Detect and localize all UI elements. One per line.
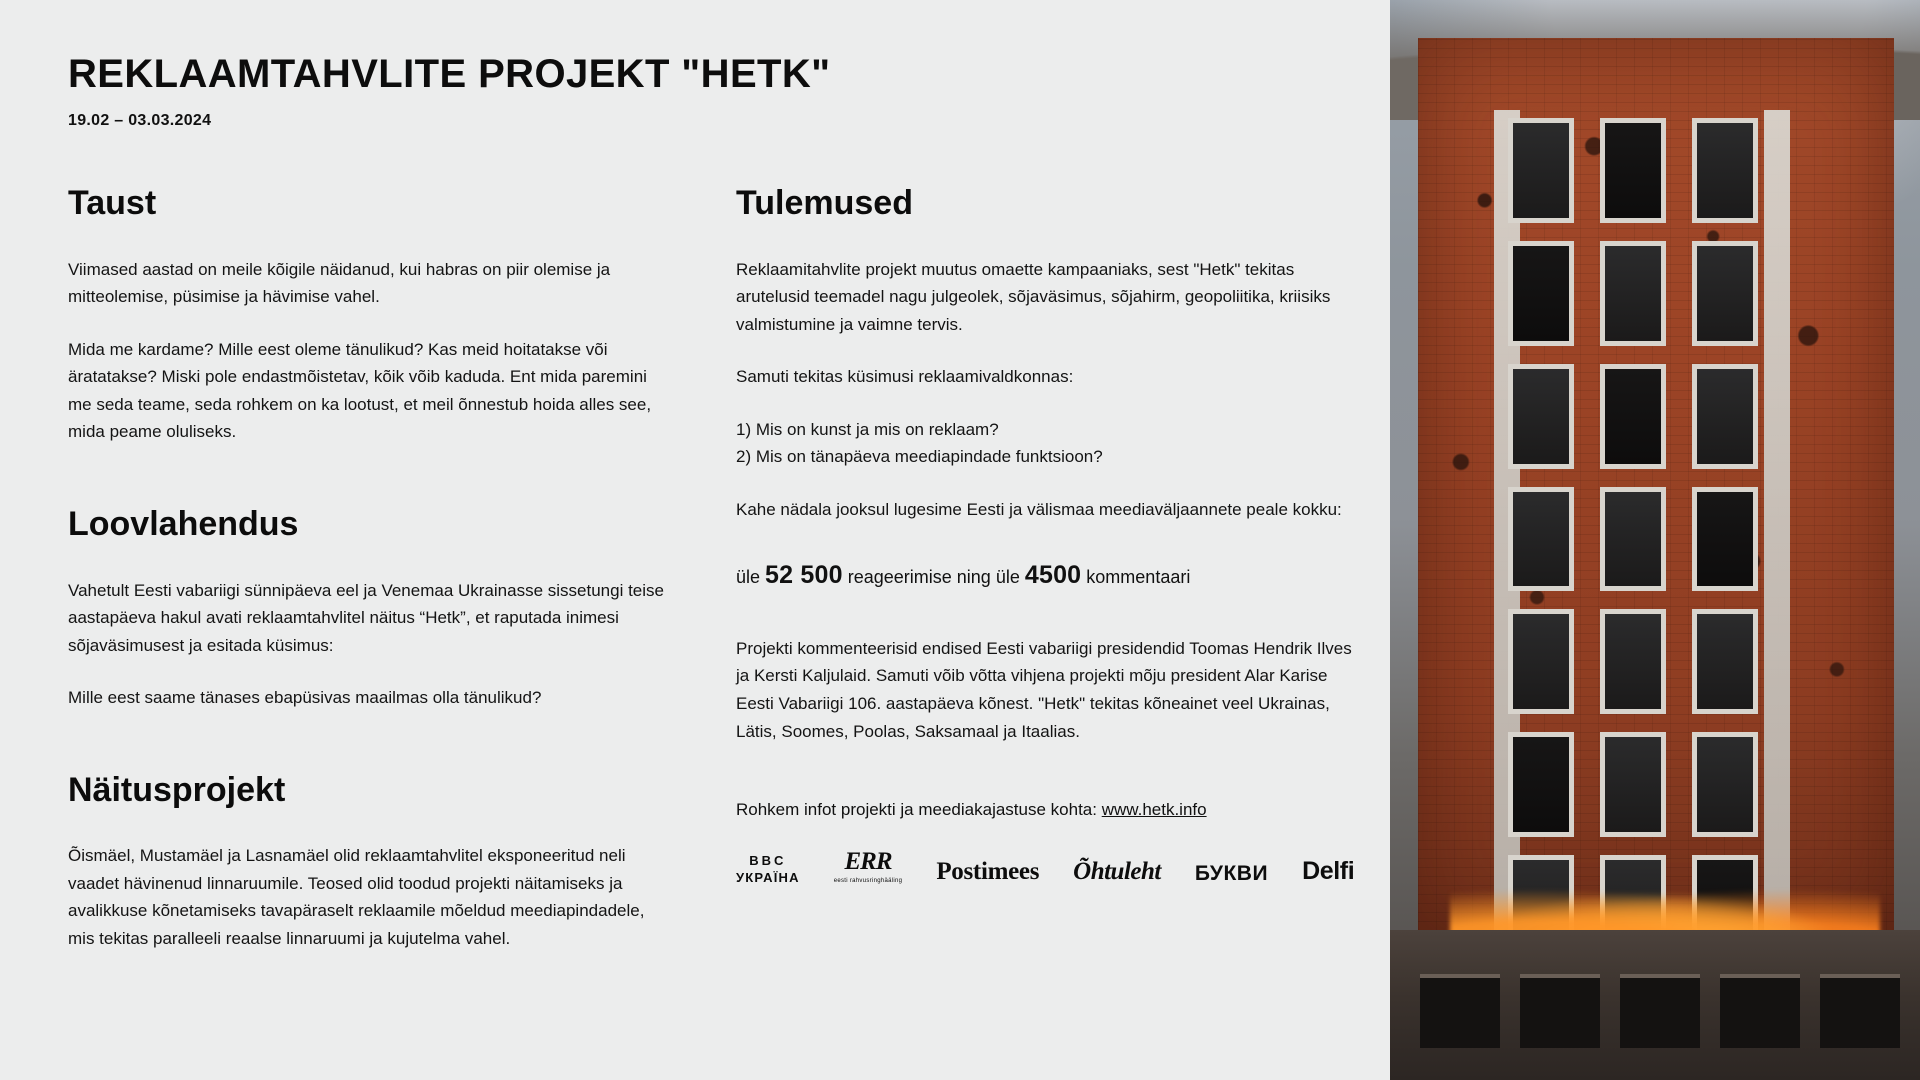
delfi-logo-text: Delfi [1302, 856, 1355, 885]
stats-reactions-value: 52 500 [765, 561, 843, 590]
postimees-logo-text: Postimees [936, 857, 1040, 885]
stats-middle: reageerimise ning üle [847, 567, 1020, 588]
taust-paragraph-2: Mida me kardame? Mille eest oleme tänulikud? Kas meid hoitatakse või äratatakse? Miski pole endastmõistetav, kõik võib kaduda. Ent mida paremini me seda teame, seda rohkem on ka lootust, et meil õnnestub hoida alles see, mida peame oluliseks. [68, 339, 652, 442]
bbc-logo-bottom: УКРАЇНА [736, 869, 800, 885]
base-opening [1620, 974, 1700, 1048]
bbc-logo-top: BBC [749, 852, 787, 868]
window [1692, 732, 1758, 837]
stats-line [736, 557, 1356, 595]
question-2: 2) Mis on tänapäeva meediapindade funktsioon? [736, 447, 1103, 467]
section-heading-naitusprojekt: Näitusprojekt [68, 770, 286, 809]
building-base [1390, 930, 1920, 1080]
base-openings [1420, 974, 1900, 1048]
window [1600, 732, 1666, 837]
ohtuleht-logo [1073, 859, 1161, 884]
spacer [68, 471, 668, 507]
window [1692, 241, 1758, 346]
stats-prefix: üle [736, 567, 761, 588]
destroyed-building-photo [1390, 0, 1920, 1080]
project-dates: 19.02 – 03.03.2024 [68, 112, 212, 129]
base-opening [1720, 974, 1800, 1048]
tulemused-paragraph-1: Reklaamitahvlite projekt muutus omaette kampaaniaks, sest "Hetk" tekitas arutelusid teemadel nagu julgeolek, sõjaväsimus, sõjahirm, geopoliitika, kriisiks valmistumine ja vaimne tervis. [736, 259, 1331, 334]
window [1692, 364, 1758, 469]
bukvy-logo [1195, 863, 1268, 884]
stats-suffix: kommentaari [1086, 567, 1191, 588]
ohtuleht-logo-text: Õhtuleht [1073, 857, 1161, 885]
closing-paragraph: Projekti kommenteerisid endised Eesti vabariigi presidendid Toomas Hendrik Ilves ja Kersti Kaljulaid. Samuti võib võtta vihjena projekti mõju president Alar Karise Eesti Vabariigi 106. aastapäeva kõnest. "Hetk" tekitas kõneainet veel Ukrainas, Lätis, Soomes, Poolas, Saksamaal ja Itaalias. [736, 638, 1352, 741]
spacer [68, 737, 668, 773]
window [1508, 118, 1574, 223]
window [1600, 487, 1666, 592]
err-logo-bottom: eesti rahvusringhääling [833, 877, 903, 884]
window [1508, 364, 1574, 469]
window [1600, 609, 1666, 714]
base-opening [1420, 974, 1500, 1048]
bbc-ukraine-logo [736, 854, 800, 884]
window [1508, 609, 1574, 714]
columns-wrapper [68, 186, 1390, 953]
naitusprojekt-paragraph-1: Õismäel, Mustamäel ja Lasnamäel olid reklaamtahvlitel eksponeeritud neli vaadet hävinenud linnaruumile. Teosed olid toodud projekti näitamiseks ja avalikkuse kõnetamiseks tavapäraselt reklaamile mõeldud meediapindadele, mis tekitas paralleeli reaalse linnaruumi ja kujutelma vahel. [68, 846, 645, 948]
bukvy-logo-text: БУКВИ [1194, 861, 1269, 885]
section-heading-taust: Taust [68, 184, 157, 222]
more-info-label: Rohkem infot projekti ja meediakajastuse kohta: [736, 800, 1097, 820]
window [1508, 241, 1574, 346]
err-logo [834, 849, 903, 884]
window [1508, 487, 1574, 592]
right-column [736, 186, 1356, 953]
window [1692, 118, 1758, 223]
stats-comments-value: 4500 [1024, 561, 1082, 590]
question-list [736, 416, 1356, 471]
window [1600, 118, 1666, 223]
loovlahendus-paragraph-2: Mille eest saame tänases ebapüsivas maailmas olla tänulikud? [68, 688, 542, 708]
hetk-info-link[interactable]: www.hetk.info [1101, 800, 1207, 820]
window [1508, 732, 1574, 837]
section-heading-loovlahendus: Loovlahendus [68, 504, 299, 543]
page-title: REKLAAMTAHVLITE PROJEKT "HETK" [68, 52, 831, 96]
window-grid [1508, 118, 1758, 960]
media-logos [736, 849, 1356, 884]
more-info-line [736, 797, 1356, 823]
base-opening [1820, 974, 1900, 1048]
delfi-logo [1302, 856, 1355, 885]
window [1600, 364, 1666, 469]
window [1692, 609, 1758, 714]
base-opening [1520, 974, 1600, 1048]
question-1: 1) Mis on kunst ja mis on reklaam? [736, 419, 999, 439]
window [1692, 487, 1758, 592]
facade-column-right [1764, 110, 1790, 960]
left-column [68, 186, 668, 953]
tulemused-paragraph-2: Samuti tekitas küsimusi reklaamivaldkonnas: [736, 367, 1074, 387]
postimees-logo [936, 859, 1039, 884]
taust-paragraph-1: Viimased aastad on meile kõigile näidanud, kui habras on piir olemise ja mitteolemise, püsimise ja hävimise vahel. [68, 259, 611, 307]
section-heading-tulemused: Tulemused [736, 184, 913, 222]
err-logo-top: ERR [844, 847, 892, 875]
window [1600, 241, 1666, 346]
loovlahendus-paragraph-1: Vahetult Eesti vabariigi sünnipäeva eel ja Venemaa Ukrainasse sissetungi teise aastapäeva hakul avati reklaamtahvlitel näitus “Hetk”, et raputada inimesi sõjaväsimusest ja esitada küsimus: [68, 580, 664, 655]
reach-intro: Kahe nädala jooksul lugesime Eesti ja välismaa meediaväljaannete peale kokku: [736, 499, 1342, 519]
